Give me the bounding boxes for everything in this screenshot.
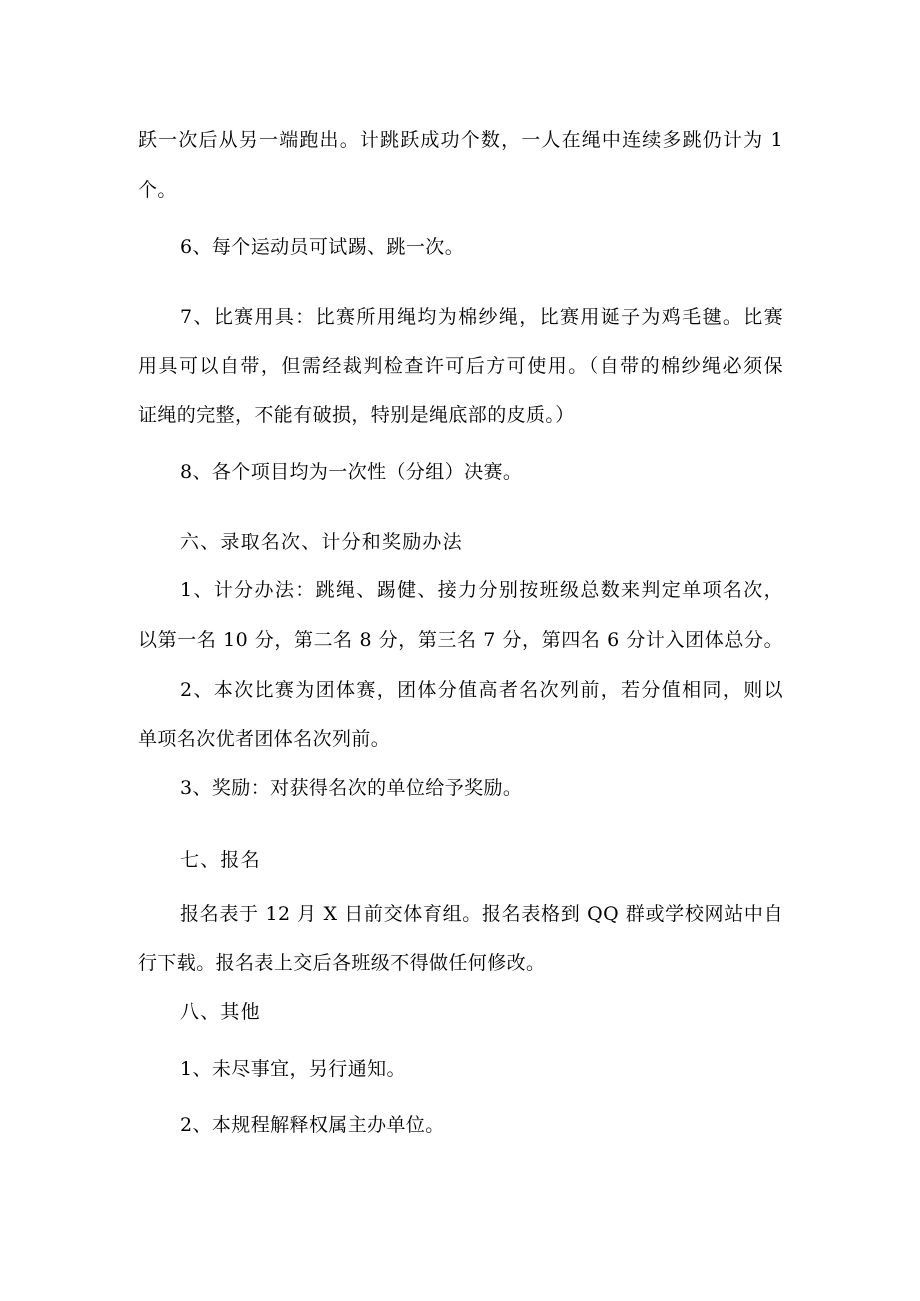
- list-item-8: 8、各个项目均为一次性（分组）决赛。: [180, 461, 523, 483]
- scoring-item-3: 3、奖励：对获得名次的单位给予奖励。: [180, 777, 523, 799]
- paragraph-line: 跃一次后从另一端跑出。计跳跃成功个数，一人在绳中连续多跳仍计为 1: [138, 129, 783, 151]
- paragraph-line: 证绳的完整，不能有破损，特别是绳底部的皮质。）: [138, 404, 575, 426]
- paragraph-line: 单项名次优者团体名次列前。: [138, 728, 391, 750]
- list-item-6: 6、每个运动员可试踢、跳一次。: [180, 236, 465, 258]
- paragraph-line: 行下载。报名表上交后各班级不得做任何修改。: [138, 952, 546, 974]
- registration-text: 报名表于 12 月 X 日前交体育组。报名表格到 QQ 群或学校网站中自: [180, 903, 783, 925]
- paragraph-line: 用具可以自带，但需经裁判检查许可后方可使用。（自带的棉纱绳必须保: [138, 355, 783, 377]
- paragraph-line: 个。: [138, 179, 177, 201]
- other-item-2: 2、本规程解释权属主办单位。: [180, 1114, 445, 1136]
- scoring-item-2: 2、本次比赛为团体赛，团体分值高者名次列前，若分值相同，则以: [180, 679, 783, 701]
- section-heading-7: 七、报名: [180, 849, 261, 871]
- section-heading-6: 六、录取名次、计分和奖励办法: [180, 531, 463, 553]
- paragraph-line: 以第一名 10 分，第二名 8 分，第三名 7 分，第四名 6 分计入团体总分。: [138, 629, 783, 651]
- section-heading-8: 八、其他: [180, 1001, 261, 1023]
- list-item-7: 7、比赛用具：比赛所用绳均为棉纱绳，比赛用诞子为鸡毛毽。比赛: [180, 306, 783, 328]
- other-item-1: 1、未尽事宜，另行通知。: [180, 1058, 406, 1080]
- scoring-item-1: 1、计分办法：跳绳、踢健、接力分别按班级总数来判定单项名次，: [180, 579, 783, 601]
